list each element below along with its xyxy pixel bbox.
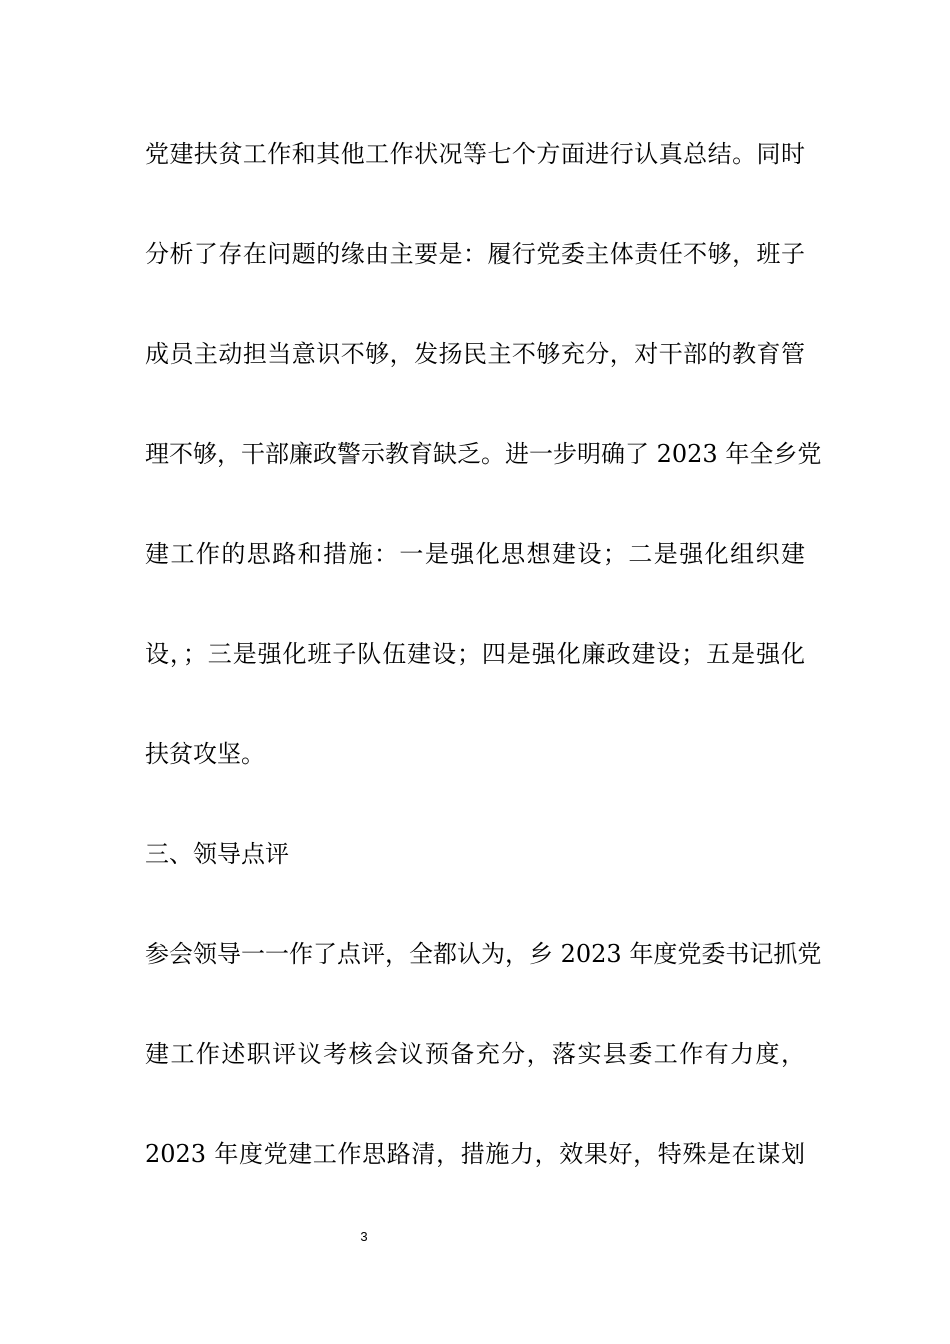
section-heading: 三、领导点评 — [145, 840, 289, 868]
text-line-3: 成员主动担当意识不够，发扬民主不够充分，对干部的教育管 — [145, 340, 805, 368]
text-line-7: 扶贫攻坚。 — [145, 740, 265, 768]
page-number: 3 — [360, 1229, 368, 1244]
text-line-5: 建工作的思路和措施：一是强化思想建设；二是强化组织建 — [145, 540, 805, 568]
text-line-1: 党建扶贫工作和其他工作状况等七个方面进行认真总结。同时 — [145, 140, 805, 168]
text-line-2: 分析了存在问题的缘由主要是：履行党委主体责任不够，班子 — [145, 240, 805, 268]
text-line-6: 设，；三是强化班子队伍建设；四是强化廉政建设；五是强化 — [145, 640, 805, 668]
text-line-11: 2023 年度党建工作思路清，措施力，效果好，特殊是在谋划 — [145, 1140, 805, 1168]
text-line-10: 建工作述职评议考核会议预备充分，落实县委工作有力度， — [145, 1040, 805, 1068]
text-line-9: 参会领导一一作了点评，全都认为，乡 2023 年度党委书记抓党 — [145, 940, 822, 968]
text-line-4: 理不够，干部廉政警示教育缺乏。进一步明确了 2023 年全乡党 — [145, 440, 822, 468]
